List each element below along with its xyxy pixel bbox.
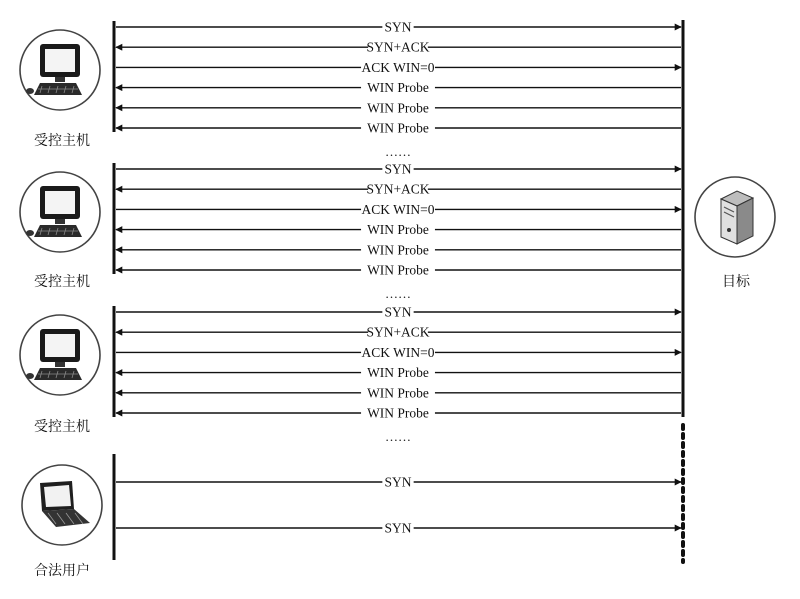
message-label: WIN Probe [367,385,429,401]
message-label: WIN Probe [367,365,429,381]
arrow-to-target [116,202,681,217]
message-label: WIN Probe [367,262,429,278]
message-label: SYN [384,161,412,177]
host-label: 受控主机 [34,420,90,435]
arrow-to-host [116,80,681,95]
arrow-to-host [116,325,681,340]
arrow-to-host [116,222,681,237]
message-label: ACK WIN=0 [361,59,435,75]
arrow-to-target [116,60,681,75]
arrow-to-host [116,263,681,278]
continuation-ellipsis: …… [385,429,411,444]
laptop-icon [22,465,102,545]
message-label: WIN Probe [367,242,429,258]
arrow-to-target [116,521,681,536]
target-label: 目标 [722,275,750,290]
message-label: WIN Probe [367,80,429,96]
host-label: 合法用户 [34,564,90,579]
arrow-to-target [116,345,681,360]
message-label: SYN+ACK [366,324,430,340]
message-label: SYN [384,474,412,490]
desktop-computer-icon [20,172,100,252]
server-icon [695,177,775,257]
arrow-to-target [116,475,681,490]
arrow-to-target [116,305,681,320]
host-label: 受控主机 [34,275,90,290]
arrow-to-host [116,365,681,380]
desktop-computer-icon [20,315,100,395]
message-label: ACK WIN=0 [361,201,435,217]
continuation-ellipsis: …… [385,144,411,159]
message-label: ACK WIN=0 [361,344,435,360]
arrow-to-host [116,182,681,197]
arrow-to-host [116,100,681,115]
desktop-computer-icon [20,30,100,110]
message-label: WIN Probe [367,405,429,421]
message-label: WIN Probe [367,120,429,136]
continuation-ellipsis: …… [385,286,411,301]
arrow-to-target [116,162,681,177]
message-label: SYN [384,304,412,320]
arrow-to-target [116,20,681,35]
message-label: WIN Probe [367,100,429,116]
arrow-to-host [116,242,681,257]
message-label: SYN+ACK [366,181,430,197]
arrow-to-host [116,406,681,421]
arrow-to-host [116,121,681,136]
message-label: SYN+ACK [366,39,430,55]
host-label: 受控主机 [34,134,90,149]
arrow-to-host [116,385,681,400]
message-label: SYN [384,520,412,536]
message-label: WIN Probe [367,222,429,238]
arrow-to-host [116,40,681,55]
message-label: SYN [384,19,412,35]
